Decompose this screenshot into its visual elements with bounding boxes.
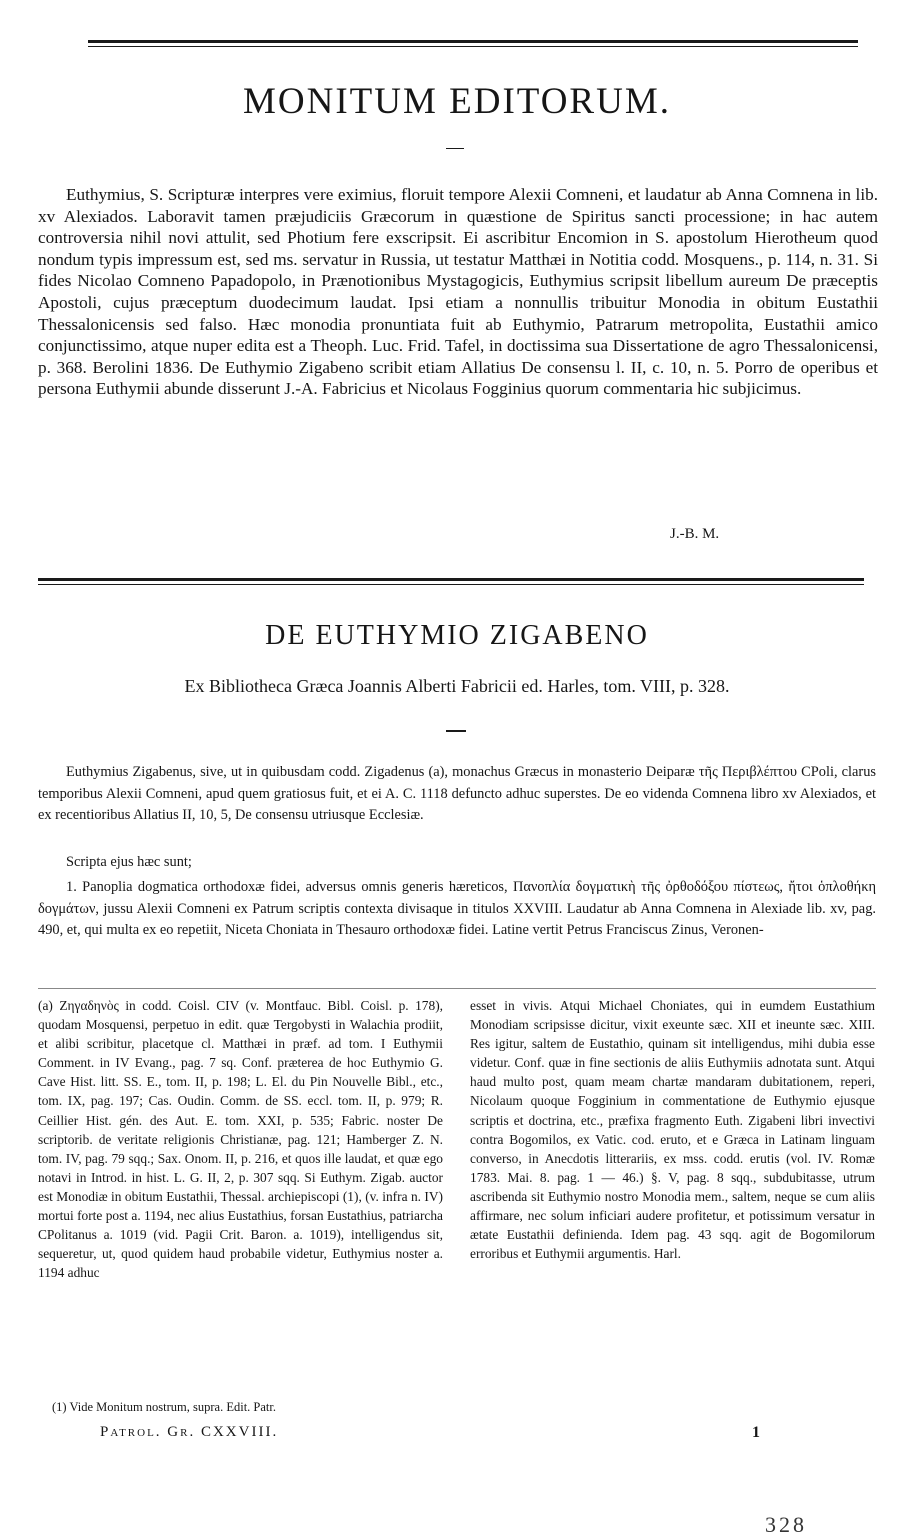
page-number: 1 <box>752 1424 760 1441</box>
title-dash <box>446 148 464 149</box>
monitum-signature: J.-B. M. <box>670 526 720 542</box>
section-para-2: Scripta ejus hæc sunt; <box>66 854 192 870</box>
section-rule-thin <box>38 584 864 585</box>
section-subtitle: Ex Bibliotheca Græca Joannis Alberti Fabricii ed. Harles, tom. VIII, p. 328. <box>184 676 730 696</box>
patrology-volume: Patrol. Gr. CXXVIII. <box>100 1424 279 1440</box>
footnote-left-column: (a) Ζηγαδηνὸς in codd. Coisl. CIV (v. Montfauc. Bibl. Coisl. p. 178), quodam Mosquensi, perpetuo in edit. quæ Tergobysti in Walachia prodiit, et alibi scribitur, placetque cl. Matthæi in præf. ad tom. I Euthymii Comment. in IV Evang., pag. 7 sq. Conf. præterea de hoc Euthymio G. Cave Hist. litt. SS. E., tom. II, p. 198; L. El. du Pin Nouvelle Bibl., etc., tom. IX, pag. 197; Cas. Oudin. Comm. de SS. eccl. tom. II, p. 979; R. Ceillier Hist. gén. des Aut. E. tom. XXI, p. 535; Fabric. noster De scriptorib. de veritate religionis Christianæ, pag. 121; Hamberger Z. N. tom. IV, pag. 79 sqq.; Sax. Onom. II, p. 216, et quos ille laudat, et quæ ego notavi in Introd. in hist. L. G. II, 2, p. 307 sqq. Si Euthym. Zigab. auctor est Monodiæ in obitum Eustathii, Thessal. archiepiscopi (1), (v. infra n. IV) mortui forte post a. 1194, nec alius Eustathius, forsan Eustathius, patriarcha CPolitanus a. 1019 (vid. Pagii Crit. Baron. a. 1019), intelligendus sit, sequeretur, ut, quod quidem haud probabile videtur, Euthymius noster a. 1194 adhuc <box>38 998 443 1281</box>
corner-page-mark: 328 <box>765 1512 807 1537</box>
monitum-title: MONITUM EDITORUM. <box>243 81 671 122</box>
section-para-3: 1. Panoplia dogmatica orthodoxæ fidei, adversus omnis generis hæreticos, Πανοπλία δογματικὴ τῆς ὀρθοδόξου πίστεως, ἤτοι ὁπλοθήκη δογμάτων, jussu Alexii Comneni ex Patrum scriptis contexta divisaque in titulos XXVIII. Laudatur ab Anna Comnena in Alexiade lib. xv, pag. 490, et, qui multa ex eo repetiit, Niceta Choniata in Thesauro orthodoxæ fidei. Latine vertit Petrus Franciscus Zinus, Veronen- <box>38 879 876 938</box>
section-para-1: Euthymius Zigabenus, sive, ut in quibusdam codd. Zigadenus (a), monachus Græcus in monasterio Deiparæ τῆς Περιβλέπτου CPoli, clarus temporibus Alexii Comneni, apud quem gratiosus fuit, et ei A. C. 1118 defuncto adhuc superstes. De eo videnda Comnena libro xv Alexiados, et ex recentioribus Allatius II, 10, 5, De consensu utriusque Ecclesiæ. <box>38 764 876 823</box>
footnote-rule <box>38 988 876 989</box>
top-rule-thin <box>88 46 858 47</box>
top-rule <box>88 40 858 43</box>
section-rule <box>38 578 864 581</box>
footnote-right-column: esset in vivis. Atqui Michael Choniates, qui in eumdem Eustathium Monodiam scripsisse dicitur, vixit exeunte sæc. XII et ineunte sæc. XIII. Res igitur, saltem de Eustathio, quinam sit intelligendus, mihi dubia esse videtur. Conf. quæ in fine sectionis de aliis Euthymiis adnotata sunt. Atqui haud multo post, quam meam chartæ mandaram dubitationem, reperi, Nicolaum quoque Fogginium in commentatione de Euthymio ejusque scriptis et doctrina, etc., præfixa fragmento Euth. Zigabeni libri invectivi contra Bogomilos, ex Vatic. cod. eruto, et e Græca in Latinam linguam converso, in Anecdotis litterariis, ex mss. codd. erutis (vol. IV. Romæ 1783. Mai. 8. pag. 1 — 46.) §. V, pag. 8 sqq., subdubitasse, utrum ascribenda sit Euthymio nostro Monodia mem., saltem, neque se cum aliis affirmare, nec solum inficiari audere profitetur, et potissimum versatur in ætate Eustathii definienda. Idem pag. 43 sqq. agit de Bogomilorum erroribus et Euthymii argumentis. Harl. <box>470 998 875 1262</box>
section-title: DE EUTHYMIO ZIGABENO <box>265 620 649 651</box>
monitum-body: Euthymius, S. Scripturæ interpres vere eximius, floruit tempore Alexii Comneni, et laudatur ab Anna Comnena in lib. xv Alexiados. Laboravit tamen præjudiciis Græcorum in quæstione de Spiritus sancti processione; in hac autem controversia nihil novi attulit, sed Photium fere exscripsit. Ei ascribitur Encomion in S. apostolum Hierotheum quod nondum typis impressum est, sed ms. servatur in Russia, ut testatur Matthæi in Notitia codd. Mosquens., p. 114, n. 31. Si fides Nicolao Comneno Papadopolo, in Prænotionibus Mystagogicis, Euthymius scripsit libellum aureum De præceptis Apostoli, cujus præceptum duodecimum laudat. Ipsi etiam a nonnullis tribuitur Monodia in obitum Eustathii Thessalonicensis sed falso. Hæc monodia pronuntiata fuit ab Euthymio, Patrarum metropolita, Eustathii amico conjunctissimo, atque nuper edita est a Theoph. Luc. Frid. Tafel, in doctissima sua Dissertatione de agro Thessalonicensi, p. 368. Berolini 1836. De Euthymio Zigabeno scribit etiam Allatius De consensu l. II, c. 10, n. 5. Porro de operibus et persona Euthymii abunde disserunt J.-A. Fabricius et Nicolaus Fogginius quorum commentaria hic subjicimus. <box>38 185 878 399</box>
footnote-1: (1) Vide Monitum nostrum, supra. Edit. Patr. <box>52 1400 277 1414</box>
subtitle-dash <box>446 730 466 732</box>
